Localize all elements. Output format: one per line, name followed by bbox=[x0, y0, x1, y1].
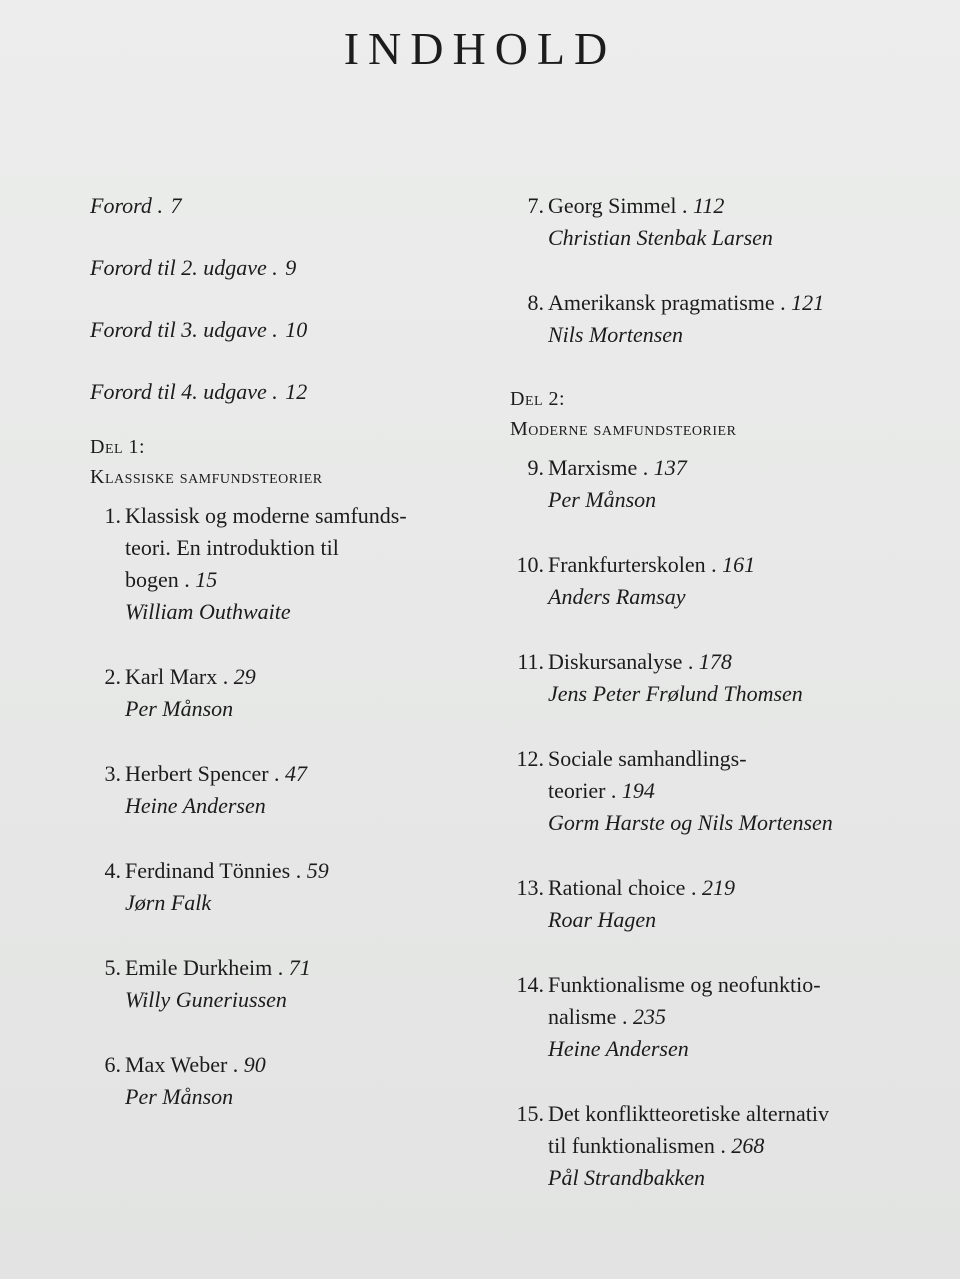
chapter-entry: 13. Rational choice . 219 Roar Hagen bbox=[516, 875, 735, 932]
part-heading: Del 1: Klassiske samfundsteorier bbox=[90, 436, 323, 488]
chapter-entry: 5. Emile Durkheim . 71 Willy Guneriussen bbox=[104, 955, 311, 1012]
chapter-entry: 12. Sociale samhandlings- teorier . 194 Gorm Harste og Nils Mortensen bbox=[516, 746, 833, 835]
chapter-entry: 9. Marxisme . 137 Per Månson bbox=[527, 455, 687, 512]
part-heading: Del 2: Moderne samfundsteorier bbox=[510, 388, 737, 440]
chapter-entry: 6. Max Weber . 90 Per Månson bbox=[104, 1052, 266, 1109]
foreword-entry: Forord til 2. udgave . 9 bbox=[90, 255, 297, 280]
chapter-entry: 1. Klassisk og moderne samfunds- teori. En introduktion til bogen . 15 William Outhwaite bbox=[104, 503, 407, 624]
toc-column-right bbox=[510, 190, 940, 1227]
toc-column-left bbox=[90, 190, 490, 1146]
foreword-entry: Forord til 4. udgave . 12 bbox=[90, 379, 308, 404]
chapter-entry: 2. Karl Marx . 29 Per Månson bbox=[104, 664, 256, 721]
chapter-entry: 3. Herbert Spencer . 47 Heine Andersen bbox=[104, 761, 308, 818]
foreword-entry: Forord til 3. udgave . 10 bbox=[90, 317, 308, 342]
chapter-entry: 11. Diskursanalyse . 178 Jens Peter Frølund Thomsen bbox=[517, 649, 803, 706]
chapter-entry: 15. Det konfliktteoretiske alternativ til funktionalismen . 268 Pål Strandbakken bbox=[516, 1101, 830, 1190]
chapter-entry: 14. Funktionalisme og neofunktio- nalisme . 235 Heine Andersen bbox=[516, 972, 821, 1061]
foreword-entry: Forord . 7 bbox=[90, 193, 182, 218]
chapter-entry: 8. Amerikansk pragmatisme . 121 Nils Mortensen bbox=[527, 290, 825, 347]
chapter-entry: 4. Ferdinand Tönnies . 59 Jørn Falk bbox=[104, 858, 329, 915]
chapter-entry: 10. Frankfurterskolen . 161 Anders Ramsay bbox=[516, 552, 756, 609]
chapter-entry: 7. Georg Simmel . 112 Christian Stenbak Larsen bbox=[527, 193, 773, 250]
page-title: INDHOLD bbox=[343, 23, 617, 74]
